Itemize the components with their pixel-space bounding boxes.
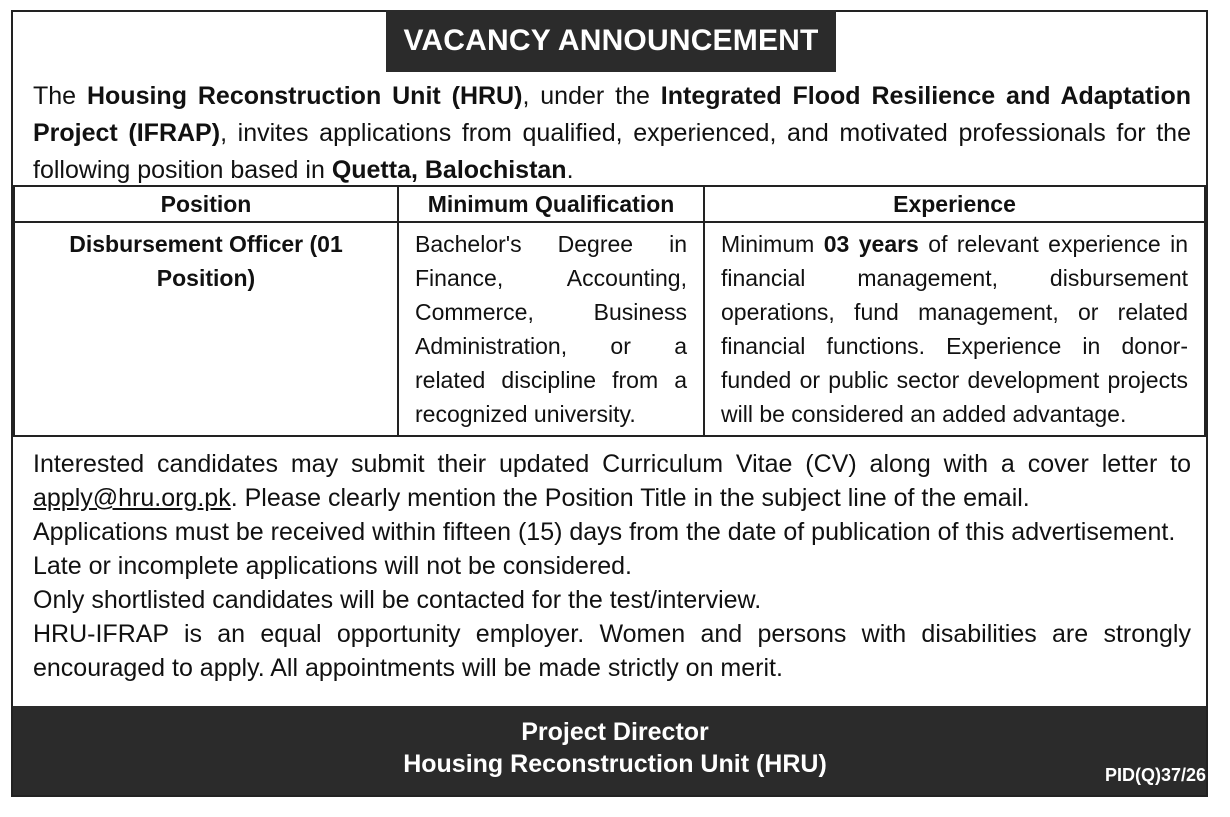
project-name: Integrated Flood Resilience and Adaptation Project (IFRAP) <box>33 82 1191 147</box>
announcement-heading: VACANCY ANNOUNCEMENT <box>386 10 836 72</box>
intro-paragraph <box>33 78 1191 189</box>
experience-text-pre: Minimum <box>721 231 824 257</box>
publication-id: PID(Q)37/26 <box>1104 765 1206 785</box>
position-cell: Disbursement Officer (01 Position) <box>14 222 398 436</box>
email-link[interactable]: apply@hru.org.pk <box>33 484 231 512</box>
intro-text-4: . <box>566 156 574 184</box>
experience-text-post: of relevant experience in financial management, disbursement operations, fund management, or related financial functions. Experience in donor-funded or public sector development projects will be considered an added advantage. <box>721 231 1189 427</box>
instruction-subject-text: . Please clearly mention the Position Title in the subject line of the email. <box>230 484 1030 512</box>
table-header-row <box>14 186 1205 222</box>
intro-text-3: , invites applications from qualified, experienced, and motivated professionals for the following position based in <box>33 119 1191 184</box>
table-row <box>14 222 1205 436</box>
header-position: Position <box>14 186 398 222</box>
instruction-cv-text: Interested candidates may submit their updated Curriculum Vitae (CV) along with a cover letter to <box>33 450 1191 478</box>
experience-cell <box>704 222 1205 436</box>
organization-name: Housing Reconstruction Unit (HRU) <box>86 82 523 110</box>
application-instructions <box>33 447 1191 685</box>
header-qualification: Minimum Qualification <box>398 186 704 222</box>
intro-text-2: , under the <box>522 82 661 110</box>
signatory-organization: Housing Reconstruction Unit (HRU) <box>403 750 827 778</box>
instruction-late: Late or incomplete applications will not be considered. <box>33 552 632 580</box>
instruction-equal-opportunity: HRU-IFRAP is an equal opportunity employer. Women and persons with disabilities are strongly encouraged to apply. All appointments will be made strictly on merit. <box>33 620 1191 682</box>
signatory-title: Project Director <box>521 718 709 746</box>
job-location: Quetta, Balochistan <box>331 156 567 184</box>
intro-text-1: The <box>33 82 87 110</box>
position-table <box>13 185 1206 437</box>
header-experience: Experience <box>704 186 1205 222</box>
experience-years: 03 years <box>823 231 919 257</box>
instruction-shortlist: Only shortlisted candidates will be contacted for the test/interview. <box>33 586 762 614</box>
qualification-cell: Bachelor's Degree in Finance, Accounting, Commerce, Business Administration, or a related discipline from a recognized university. <box>398 222 704 436</box>
instruction-cv <box>33 447 1191 515</box>
instruction-deadline: Applications must be received within fifteen (15) days from the date of publication of this advertisement. <box>33 518 1176 546</box>
